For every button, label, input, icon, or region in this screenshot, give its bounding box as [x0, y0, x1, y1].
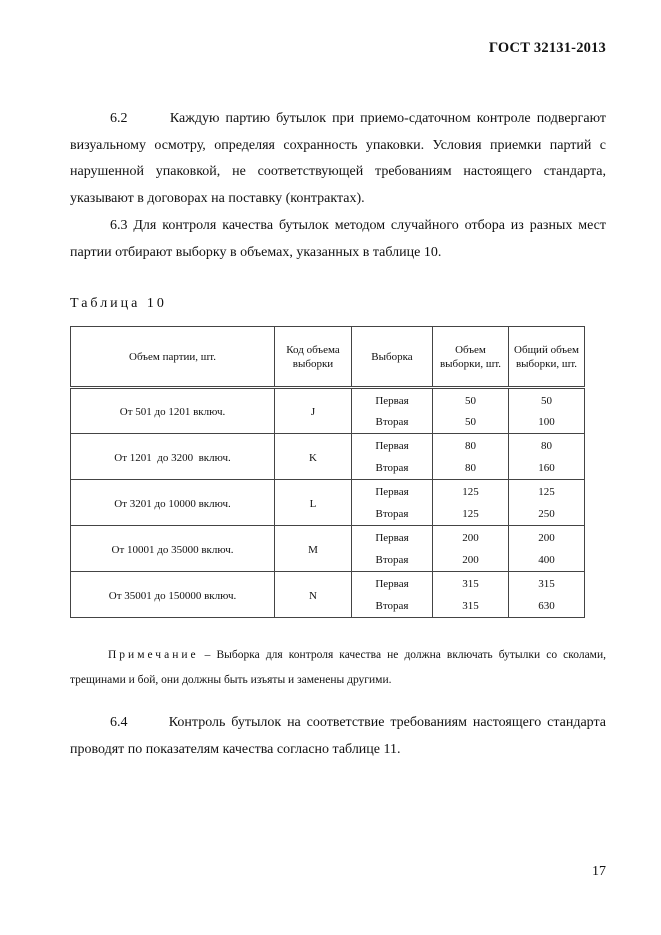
total-size-cell: 100	[509, 411, 585, 434]
paragraph-text: Каждую партию бутылок при приемо-сдаточном контроле подвергают визуальному осмотру, определяя сохранность упаковки. Условия приемки партий с нарушенной упаковкой, не соответствующей требованиям настоящего стандарта, указывают в договорах на поставку (контрактах).	[70, 111, 606, 206]
sample-cell: Первая	[352, 480, 433, 503]
sample-cell: Первая	[352, 572, 433, 595]
paragraph-number: 6.4	[110, 715, 128, 730]
sample-size-cell: 50	[433, 411, 509, 434]
sample-cell: Первая	[352, 388, 433, 411]
header-total-size: Общий объем выборки, шт.	[509, 327, 585, 388]
code-cell: K	[275, 434, 352, 480]
note-text: – Выборка для контроля качества не должна включать бутылки со сколами, трещинами и бой, они должны быть изъяты и заменены другими.	[70, 649, 606, 686]
total-size-cell: 160	[509, 457, 585, 480]
header-sample-size: Объем выборки, шт.	[433, 327, 509, 388]
lot-size-cell: От 501 до 1201 включ.	[71, 388, 275, 434]
header-sample: Выборка	[352, 327, 433, 388]
sample-size-cell: 200	[433, 549, 509, 572]
sample-cell: Вторая	[352, 549, 433, 572]
sample-size-cell: 315	[433, 572, 509, 595]
sample-size-cell: 50	[433, 388, 509, 411]
total-size-cell: 80	[509, 434, 585, 457]
sample-size-cell: 80	[433, 457, 509, 480]
note-label: Примечание	[108, 649, 199, 661]
paragraph-6-2	[70, 106, 606, 212]
total-size-cell: 125	[509, 480, 585, 503]
table-note	[70, 643, 606, 693]
page-number: 17	[592, 864, 606, 879]
lot-size-cell: От 1201 до 3200 включ.	[71, 434, 275, 480]
paragraph-number: 6.2	[110, 111, 128, 126]
lot-size-cell: От 10001 до 35000 включ.	[71, 526, 275, 572]
sample-size-cell: 125	[433, 503, 509, 526]
table-header-row	[71, 327, 585, 388]
total-size-cell: 250	[509, 503, 585, 526]
table-row	[71, 526, 585, 549]
code-cell: M	[275, 526, 352, 572]
table-row	[71, 434, 585, 457]
code-cell: J	[275, 388, 352, 434]
code-cell: N	[275, 572, 352, 618]
paragraph-6-4	[70, 710, 606, 763]
lot-size-cell: От 35001 до 150000 включ.	[71, 572, 275, 618]
paragraph-6-3	[70, 213, 606, 266]
total-size-cell: 200	[509, 526, 585, 549]
sample-cell: Первая	[352, 526, 433, 549]
lot-size-cell: От 3201 до 10000 включ.	[71, 480, 275, 526]
sample-cell: Вторая	[352, 411, 433, 434]
sample-size-cell: 200	[433, 526, 509, 549]
sampling-table	[70, 326, 585, 618]
sample-cell: Первая	[352, 434, 433, 457]
header-lot-size: Объем партии, шт.	[71, 327, 275, 388]
table-caption: Таблица 10	[70, 296, 167, 311]
sample-size-cell: 315	[433, 595, 509, 618]
code-cell: L	[275, 480, 352, 526]
standard-number: ГОСТ 32131-2013	[488, 40, 606, 56]
sample-cell: Вторая	[352, 595, 433, 618]
table-row	[71, 572, 585, 595]
sample-cell: Вторая	[352, 457, 433, 480]
paragraph-text: Контроль бутылок на соответствие требованиям настоящего стандарта проводят по показателям качества согласно таблице 11.	[70, 715, 607, 757]
paragraph-text: 6.3 Для контроля качества бутылок методом случайного отбора из разных мест партии отбирают выборку в объемах, указанных в таблице 10.	[70, 218, 606, 260]
sample-size-cell: 80	[433, 434, 509, 457]
header-code: Код объема выборки	[275, 327, 352, 388]
table-row	[71, 388, 585, 411]
table-row	[71, 480, 585, 503]
total-size-cell: 315	[509, 572, 585, 595]
sample-size-cell: 125	[433, 480, 509, 503]
total-size-cell: 630	[509, 595, 585, 618]
sample-cell: Вторая	[352, 503, 433, 526]
total-size-cell: 400	[509, 549, 585, 572]
total-size-cell: 50	[509, 388, 585, 411]
